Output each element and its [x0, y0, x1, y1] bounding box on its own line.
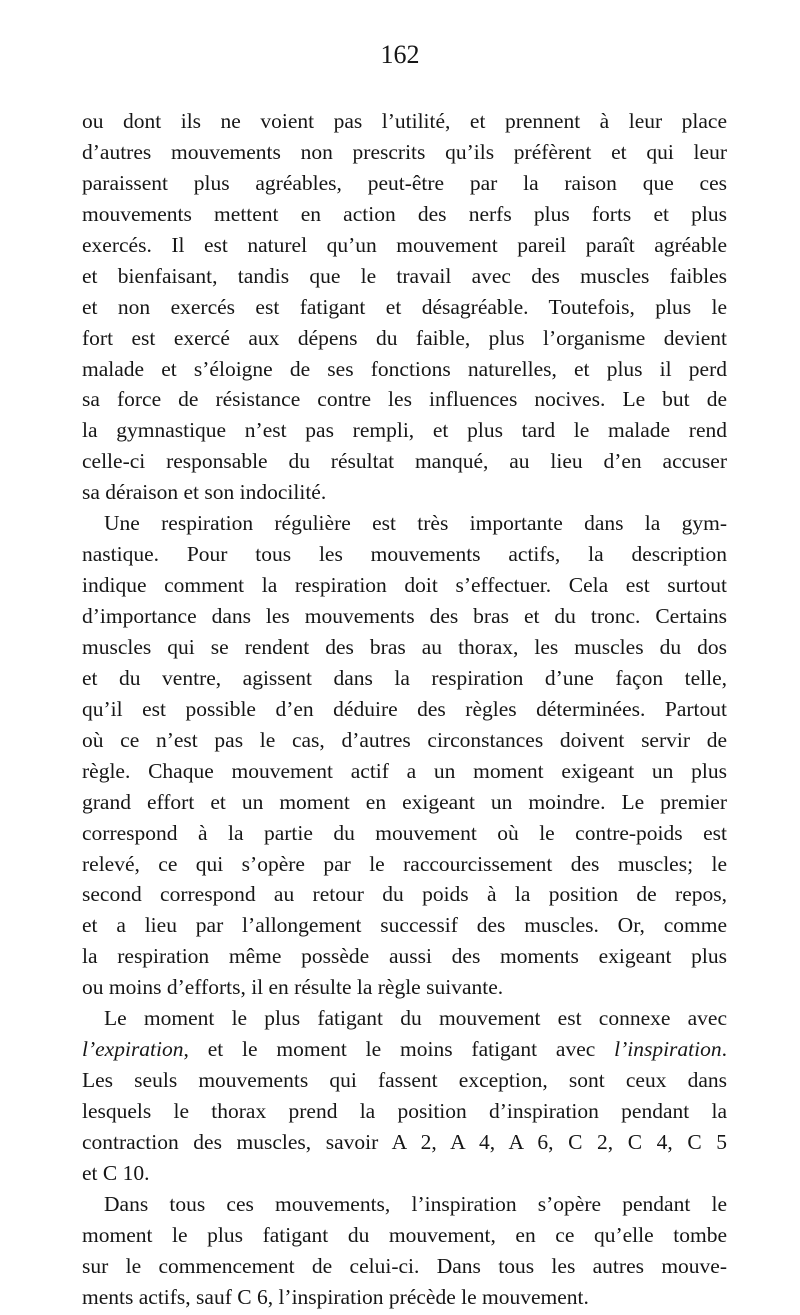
- text-line: mouvements mettent en action des nerfs plus forts et plus: [82, 201, 727, 226]
- text-segment: , et le moment le moins fatigant avec: [183, 1037, 615, 1062]
- text-line: indique comment la respiration doit s’effectuer. Cela est surtout: [82, 573, 727, 598]
- paragraph-first-line: Dans tous ces mouvements, l’inspiration s’opère pendant le: [104, 1191, 727, 1216]
- text-line: relevé, ce qui s’opère par le raccourcissement des muscles; le: [82, 851, 727, 876]
- text-line: sa force de résistance contre les influences nocives. Le but de: [82, 387, 727, 412]
- text-line: second correspond au retour du poids à la position de repos,: [82, 882, 727, 907]
- italic-term-expiration: l’expiration: [82, 1037, 184, 1062]
- text-line: et a lieu par l’allongement successif des muscles. Or, comme: [82, 913, 727, 938]
- text-line: muscles qui se rendent des bras au thorax, les muscles du dos: [82, 634, 727, 659]
- paragraph-last-line: sa déraison et son indocilité.: [82, 480, 327, 505]
- text-line: sur le commencement de celui-ci. Dans tous les autres mouve-: [82, 1253, 727, 1278]
- text-line: Les seuls mouvements qui fassent exception, sont ceux dans: [82, 1068, 727, 1093]
- paragraph-last-line: ou moins d’efforts, il en résulte la règle suivante.: [82, 975, 504, 1000]
- text-line: d’autres mouvements non prescrits qu’ils préfèrent et qui leur: [82, 139, 727, 164]
- text-line: moment le plus fatigant du mouvement, en ce qu’elle tombe: [82, 1222, 727, 1247]
- body-text: [82, 106, 727, 1313]
- paragraph-first-line: Une respiration régulière est très importante dans la gym-: [104, 511, 727, 536]
- text-line: la gymnastique n’est pas rempli, et plus tard le malade rend: [82, 418, 727, 443]
- text-line: et du ventre, agissent dans la respiration d’une façon telle,: [82, 665, 727, 690]
- text-line-mixed: [82, 1034, 727, 1065]
- text-line: ou dont ils ne voient pas l’utilité, et prennent à leur place: [82, 109, 727, 133]
- paragraph-last-line: et C 10.: [82, 1160, 150, 1185]
- text-line: où ce n’est pas le cas, d’autres circonstances doivent servir de: [82, 727, 727, 752]
- text-line: d’importance dans les mouvements des bras et du tronc. Certains: [82, 604, 727, 628]
- text-line: et non exercés est fatigant et désagréable. Toutefois, plus le: [82, 294, 727, 319]
- text-segment: .: [721, 1037, 727, 1062]
- text-line: paraissent plus agréables, peut-être par la raison que ces: [82, 170, 727, 195]
- text-line: nastique. Pour tous les mouvements actifs, la description: [82, 542, 727, 567]
- text-line: grand effort et un moment en exigeant un moindre. Le premier: [82, 789, 727, 814]
- text-line: correspond à la partie du mouvement où le contre-poids est: [82, 820, 727, 845]
- text-line: qu’il est possible d’en déduire des règles déterminées. Partout: [82, 696, 727, 721]
- text-line: malade et s’éloigne de ses fonctions naturelles, et plus il perd: [82, 356, 727, 381]
- paragraph-last-line: ments actifs, sauf C 6, l’inspiration précède le mouvement.: [82, 1284, 589, 1309]
- text-line: contraction des muscles, savoir A 2, A 4, A 6, C 2, C 4, C 5: [82, 1129, 727, 1154]
- italic-term-inspiration: l’inspiration: [614, 1037, 722, 1062]
- text-line: celle-ci responsable du résultat manqué, au lieu d’en accuser: [82, 449, 727, 474]
- page-number: 162: [380, 40, 420, 69]
- text-line: et bienfaisant, tandis que le travail avec des muscles faibles: [82, 263, 727, 288]
- text-line: la respiration même possède aussi des moments exigeant plus: [82, 944, 727, 969]
- text-line: fort est exercé aux dépens du faible, plus l’organisme devient: [82, 325, 727, 350]
- text-line: lesquels le thorax prend la position d’inspiration pendant la: [82, 1099, 727, 1123]
- text-line: exercés. Il est naturel qu’un mouvement pareil paraît agréable: [82, 232, 727, 257]
- paragraph-first-line: Le moment le plus fatigant du mouvement est connexe avec: [104, 1006, 727, 1031]
- text-line: règle. Chaque mouvement actif a un moment exigeant un plus: [82, 758, 727, 783]
